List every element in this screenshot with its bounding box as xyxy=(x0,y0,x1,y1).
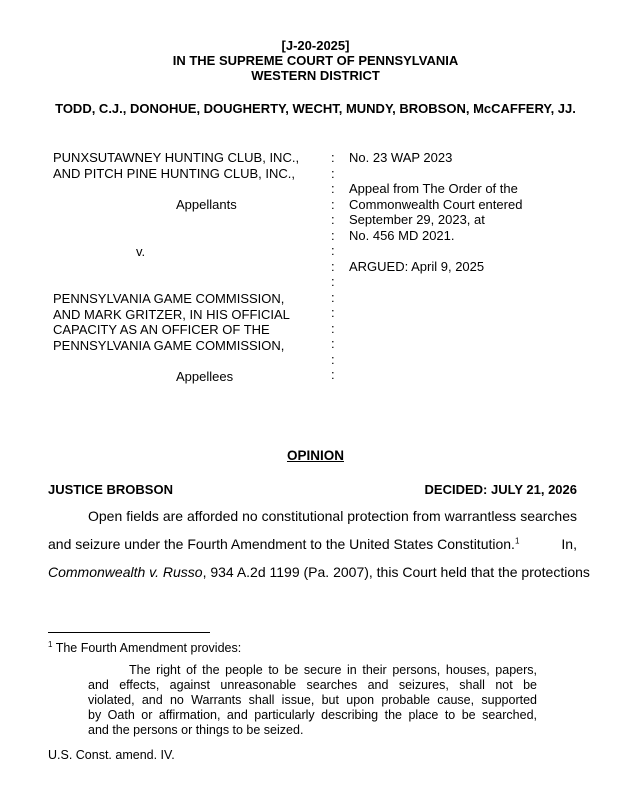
appellants-names xyxy=(53,150,328,181)
docket-number: [J-20-2025] xyxy=(281,38,350,53)
quote-line: The right of the people to be secure in their persons, houses, papers, xyxy=(129,663,537,677)
appellant-line: PUNXSUTAWNEY HUNTING CLUB, INC., xyxy=(53,150,300,165)
decided-date: DECIDED: JULY 21, 2026 xyxy=(424,482,577,497)
divider-colon: : xyxy=(331,258,335,274)
appellee-line: PENNSYLVANIA GAME COMMISSION, xyxy=(53,337,285,353)
divider-colon: : xyxy=(331,320,335,336)
footnote-quote xyxy=(88,663,537,738)
appeal-line: No. 456 MD 2021. xyxy=(349,227,455,243)
appellants-label: Appellants xyxy=(176,197,237,212)
quote-line: by Oath or affirmation, and particularly describing the place to be searched, xyxy=(88,708,537,722)
body-line-2 xyxy=(48,536,577,552)
opinion-author: JUSTICE BROBSON xyxy=(48,482,173,497)
body-text: Open fields are afforded no constitutional protection from warrantless searches xyxy=(88,508,577,524)
appellant-line: AND PITCH PINE HUNTING CLUB, INC., xyxy=(53,165,295,181)
court-name: IN THE SUPREME COURT OF PENNSYLVANIA xyxy=(172,53,459,68)
appeal-line: Appeal from The Order of the xyxy=(349,181,518,196)
appeal-line: September 29, 2023, at xyxy=(349,212,485,227)
body-text: , 934 A.2d 1199 (Pa. 2007), this Court held that the protections xyxy=(202,564,590,580)
body-line-1 xyxy=(88,508,577,524)
appeal-info xyxy=(349,181,619,243)
case-citation: Commonwealth v. Russo xyxy=(48,564,203,580)
appeal-line: Commonwealth Court entered xyxy=(349,196,523,212)
footnote-number: 1 xyxy=(48,639,53,649)
body-text-main xyxy=(48,536,519,552)
footnote-text: The Fourth Amendment provides: xyxy=(55,641,242,655)
divider-colon: : xyxy=(331,243,335,258)
body-line-3 xyxy=(48,564,590,580)
divider-colon: : xyxy=(331,305,335,320)
footnote-reference[interactable]: 1 xyxy=(514,536,520,546)
divider-colon: : xyxy=(331,367,335,382)
body-text-row xyxy=(48,536,577,552)
footnote-intro xyxy=(48,641,241,656)
opinion-heading xyxy=(0,448,631,463)
argued-date: ARGUED: April 9, 2025 xyxy=(349,259,485,274)
quote-line: and the persons or things to be seized. xyxy=(88,723,304,737)
appellee-line: PENNSYLVANIA GAME COMMISSION, xyxy=(53,291,285,306)
quote-line: and effects, against unreasonable searches and seizures, shall not be xyxy=(88,678,537,692)
footnote-citation: U.S. Const. amend. IV. xyxy=(48,748,175,762)
divider-colon: : xyxy=(331,351,335,367)
quote-line: violated, and no Warrants shall issue, but upon probable cause, supported xyxy=(88,693,537,707)
divider-colon: : xyxy=(331,181,335,196)
appellee-line: AND MARK GRITZER, IN HIS OFFICIAL xyxy=(53,306,290,322)
divider-colon: : xyxy=(331,196,335,212)
appellees-label: Appellees xyxy=(176,369,234,384)
divider-colon: : xyxy=(331,227,335,243)
district-name: WESTERN DISTRICT xyxy=(251,68,380,83)
opinion-title: OPINION xyxy=(286,448,344,463)
footnote-divider xyxy=(48,632,210,633)
body-text: and seizure under the Fourth Amendment to the United States Constitution. xyxy=(48,536,515,552)
justices-line: TODD, C.J., DONOHUE, DOUGHERTY, WECHT, MUNDY, BROBSON, McCAFFERY, JJ. xyxy=(55,101,576,116)
divider-colon: : xyxy=(331,212,335,227)
divider-colon: : xyxy=(331,165,335,181)
body-text-tail: In, xyxy=(561,536,577,552)
divider-colon: : xyxy=(331,274,335,289)
divider-colon: : xyxy=(331,150,335,165)
divider-colon: : xyxy=(331,336,335,351)
caption-divider xyxy=(331,150,339,383)
case-number: No. 23 WAP 2023 xyxy=(349,150,453,165)
appellees-names xyxy=(53,291,328,353)
divider-colon: : xyxy=(331,289,335,305)
appellee-line: CAPACITY AS AN OFFICER OF THE xyxy=(53,322,270,337)
versus: v. xyxy=(136,244,146,259)
